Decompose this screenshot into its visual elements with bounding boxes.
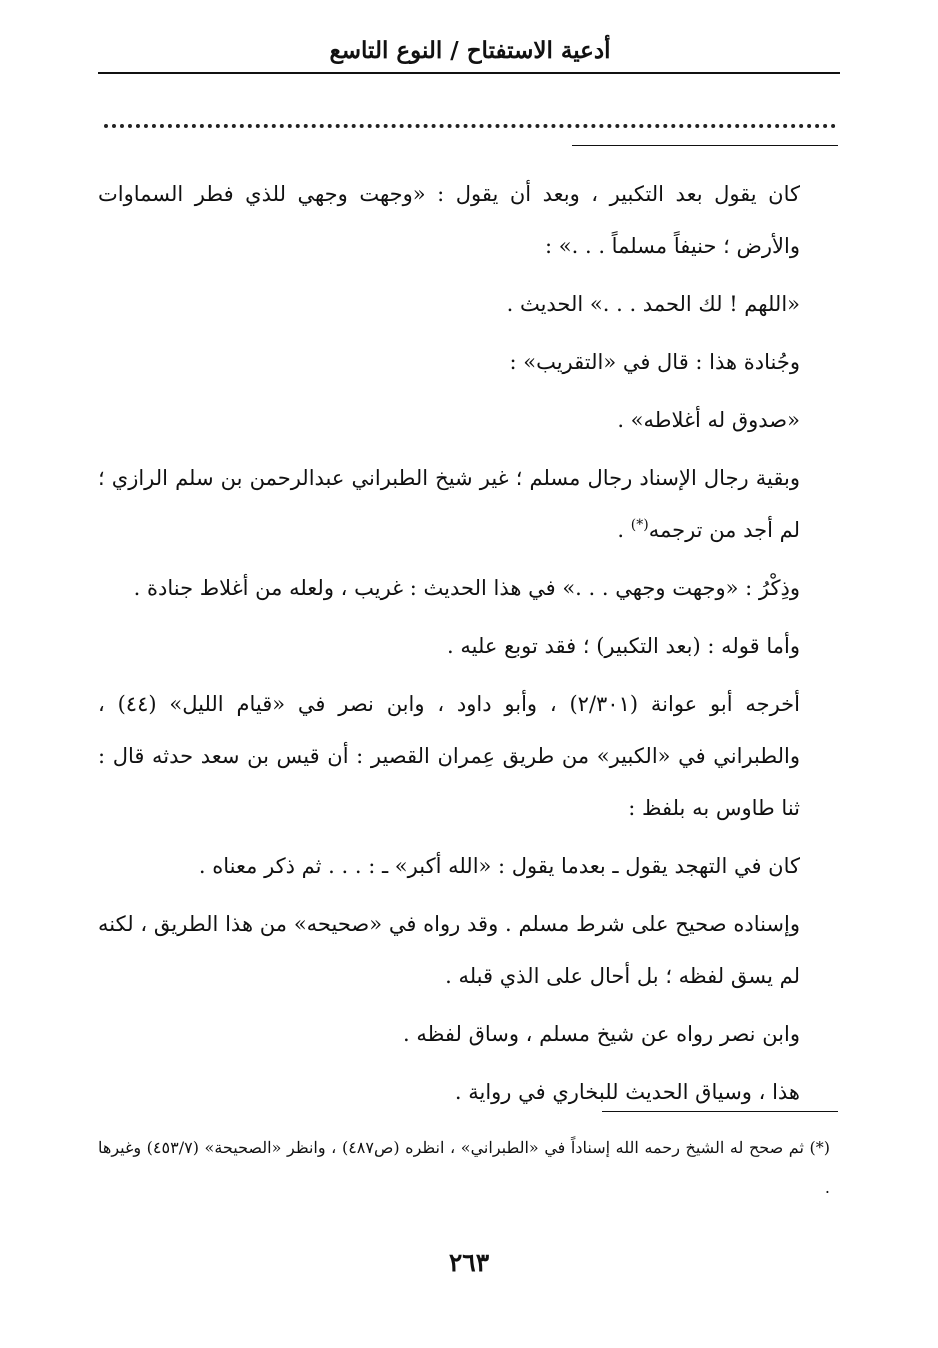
paragraph-5: [98, 452, 840, 556]
paragraph-6: وذِكْرُ : «وجهت وجهي . . .» في هذا الحديث : غريب ، ولعله من أغلاط جنادة .: [133, 576, 800, 600]
paragraph-5-text: وبقية رجال الإسناد رجال مسلم ؛ غير شيخ الطبراني عبدالرحمن بن سلم الرازي ؛ لم أجد من ترجمه: [98, 466, 800, 542]
paragraph-7: وأما قوله : (بعد التكبير) ؛ فقد توبع عليه .: [447, 634, 800, 658]
dotted-separator: [104, 124, 836, 128]
header-rule: [98, 72, 840, 74]
continuation-rule: [572, 145, 838, 146]
paragraph-10: وإسناده صحيح على شرط مسلم . وقد رواه في «صحيحه» من هذا الطريق ، لكنه لم يسق لفظه ؛ بل أحال على الذي قبله .: [98, 912, 800, 988]
running-header-title: أدعية الاستفتاح / النوع التاسع: [329, 37, 611, 64]
footnote-rule: [602, 1111, 838, 1112]
paragraph-5-end: .: [617, 518, 631, 542]
paragraph-4: «صدوق له أغلاطه» .: [617, 408, 800, 432]
paragraph-8: أخرجه أبو عوانة (٢/٣٠١) ، وأبو داود ، وابن نصر في «قيام الليل» (٤٤) ، والطبراني في «الكبير» من طريق عِمران القصير : أن قيس بن سعد حدثه قال : ثنا طاوس به بلفظ :: [98, 692, 800, 820]
paragraph-12: هذا ، وسياق الحديث للبخاري في رواية .: [454, 1080, 800, 1104]
page-number: ٢٦٣: [448, 1248, 490, 1277]
main-text: [98, 168, 840, 1118]
footnote-reference: (*): [630, 517, 649, 533]
paragraph-3: وجُنادة هذا : قال في «التقريب» :: [509, 350, 800, 374]
footnote: (*) ثم صحح له الشيخ رحمه الله إسناداً في «الطبراني» ، انظره (ص٤٨٧) ، وانظر «الصحيحة» (٤٥٣/٧) وغيرها .: [98, 1138, 831, 1197]
paragraph-2: «اللهم ! لك الحمد . . .» الحديث .: [506, 292, 800, 316]
paragraph-11: وابن نصر رواه عن شيخ مسلم ، وساق لفظه .: [403, 1022, 800, 1046]
paragraph-9: كان في التهجد يقول ـ بعدما يقول : «الله أكبر» ـ : . . . ثم ذكر معناه .: [198, 854, 800, 878]
paragraph-1: كان يقول بعد التكبير ، وبعد أن يقول : «وجهت وجهي للذي فطر السماوات والأرض ؛ حنيفاً مسلماً . . .» :: [98, 182, 800, 258]
